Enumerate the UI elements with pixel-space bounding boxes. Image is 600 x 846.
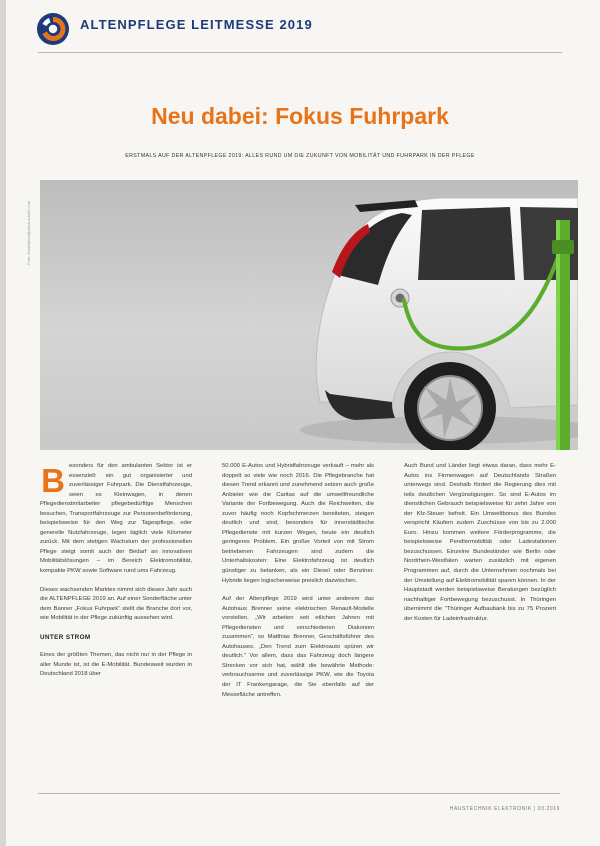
article-column-3: [404, 462, 556, 633]
paragraph-5: Auf der Altenpflege 2019 wird unter anderem das Autohaus Brenner seine elektrischen Renault-Modelle vorstellen. „Wir arbeiten seit etlichen Jahren mit Pflegediensten und verschiedenen Diakonien zusammen“, so Matthias Brenner, Geschäftsführer des Autohauses. „Den Trend zum Elektroauto spüren wir deutlich.“ Vor allem, dass das Fahrzeug doch längere Strecken vor sich hat, wählt die bewährte Methode: verbrauchsarme und zuverlässige PKW, wie die Toyota der IT Frankengarage, die Sie ebenfalls auf der Messefläche antreffen.: [222, 596, 374, 698]
altenpflege-logo-icon: [36, 12, 70, 46]
dropcap: B: [41, 462, 65, 499]
footer-divider: [38, 793, 560, 794]
paragraph-4: 50.000 E-Autos und Hybridfahrzeuge verkauft – mehr als doppelt so viele wie noch 2016. Die Pflegebranche hat diesen Trend erkannt und zunehmend setzen auch große Anbieter wie die Caritas auf die umweltfreundliche Variante der Fortbewegung. Auch die Reichweiten, die zuvor häufig noch Kopfschmerzen bereiteten, steigen deutlich und sind, besonders für innerstädtische Pflegedienste mit kurzen Wegen, heute ein deutlich geringeres Problem. Ein großer Vorteil von mit Strom betriebenen Fahrzeugen sind zudem die Unterhaltskosten: Eine Elektrofahrzeug ist deutlich günstiger zu betanken, als ein Diesel oder Benziner. Hybride liegen logischerweise preislich dazwischen.: [222, 463, 374, 584]
article-headline: Neu dabei: Fokus Fuhrpark: [151, 103, 449, 129]
section-subhead: UNTER STROM: [40, 633, 91, 641]
paragraph-3: Eines der größten Themen, das nicht nur in der Pflege in aller Munde ist, ist die E-Mobilität. Bundesweit wurden in Deutschland 2018 über: [40, 652, 192, 678]
article-column-1: [40, 462, 192, 689]
paragraph-1: esonders für den ambulanten Sektor ist er essenziell: ein gut organisierter und zuverlässiger Fuhrpark. Die Dienstfahrzeuge, seien es Kleinwagen, in denen Pflegedienstmitarbeiter pflegebedürftige Menschen besuchen, Transportfahrzeuge zur Personenbeförderung, beispielsweise für den Weg zur Tagespflege, oder generelle Nutzfahrzeuge, legen täglich viele Kilometer zurück. Mit dem stetigen Wachstum der professionellen Pflege steigt somit auch der Bedarf an innovativen Mobilitätslösungen – im Bereich Elektromobilität, kompakte PKW sowie Software rund ums Fahrzeug.: [40, 463, 192, 575]
article-subtitle: ERSTMALS AUF DER ALTENPFLEGE 2019: ALLES RUND UM DIE ZUKUNFT VON MOBILITÄT UND FUHRPARK IN DER PFLEGE: [125, 153, 475, 159]
paragraph-2: Dieses wachsenden Marktes nimmt sich dieses Jahr auch die ALTENPFLEGE 2019 an. Auf einer Sonderfläche unter dem Banner „Fokus Fuhrpark“ stellt die Branche dort vor, wie Mobilität in der Pflege zukünftig aussehen wird.: [40, 586, 192, 622]
photo-credit: Foto: ehabeljean@stock.adobe.com: [26, 200, 31, 265]
header-divider: [38, 52, 562, 53]
header-title: ALTENPFLEGE LEITMESSE 2019: [80, 17, 313, 32]
paragraph-6: Auch Bund und Länder liegt etwas daran, dass mehr E-Autos ins Firmenwagen auf Deutschlands Straßen unterwegs sind. Deshalb fördert die Regierung dies mit teils deutlichen Vergünstigungen. So sind E-Autos im dienstlichen Gebrauch beispielsweise für zehn Jahre von der Kfz-Steuer befreit. Ein Umweltbonus des Bundes verspricht Käufern zudem Zuschüsse von bis zu 2.000 Euro. Hinzu kommen weitere Förderprogramme, die beispielsweise Pendlermobilität oder Ladestationen bezuschussen. Einzelne Bundesländer wie Berlin oder Nordrhein-Westfalen warten zusätzlich mit eigenen Programmen auf, durch die Unternehmen nochmals bei der Umstellung auf Elektromobilität sparen können. In der Hauptstadt werden beispielsweise Beratungen bezüglich nachhaltiger Fortbewegung bezuschusst. In Thüringen übernimmt die "Thüringer Aufbaubank bis zu 75 Prozent der Kosten für Ladeinfrastruktur.: [404, 463, 556, 622]
page-footer: HAUSTECHNIK ELEKTRONIK | 03.2019: [449, 806, 560, 812]
electric-car-photo: [40, 180, 578, 450]
article-column-2: [222, 462, 374, 709]
